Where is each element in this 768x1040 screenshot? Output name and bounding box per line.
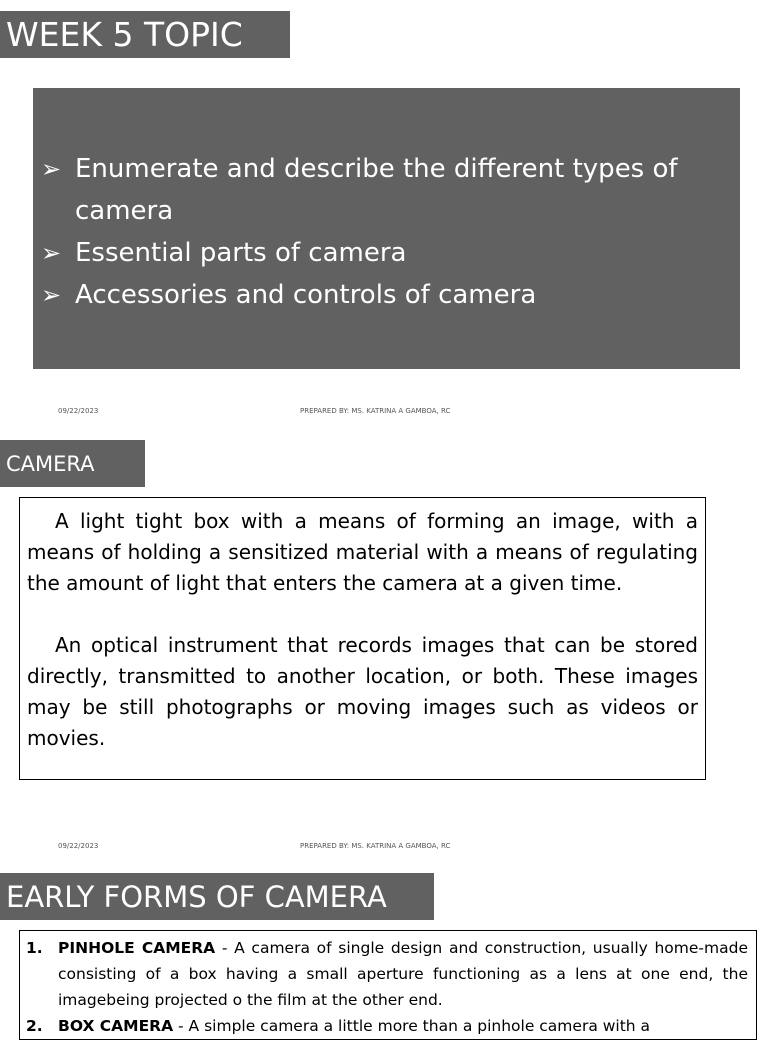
- arrow-bullet-icon: ➢: [41, 239, 62, 267]
- slide1-footer-prepared-by: PREPARED BY: MS. KATRINA A GAMBOA, RC: [300, 407, 451, 415]
- topic-text: Essential parts of camera: [75, 238, 407, 268]
- definition-paragraph: An optical instrument that records images that can be stored directly, transmitted to another location, or both. These images may be still photographs or moving images such as videos or movies.: [27, 633, 698, 750]
- definition-paragraph: A light tight box with a means of forming an image, with a means of holding a sensitized material with a means of regulating the amount of light that enters the camera at a given time.: [27, 509, 698, 595]
- topic-item: [41, 274, 730, 316]
- slide3-title: EARLY FORMS OF CAMERA: [0, 873, 434, 920]
- arrow-bullet-icon: ➢: [41, 281, 62, 309]
- topics-panel: [33, 88, 740, 369]
- topics-list: [41, 148, 730, 316]
- item-term: PINHOLE CAMERA: [58, 939, 216, 957]
- slide2-footer-prepared-by: PREPARED BY: MS. KATRINA A GAMBOA, RC: [300, 842, 451, 850]
- early-forms-list: [26, 935, 748, 1039]
- topic-item: [41, 148, 730, 232]
- topic-item: [41, 232, 730, 274]
- topic-text: Accessories and controls of camera: [75, 280, 537, 310]
- item-term: BOX CAMERA: [58, 1017, 174, 1035]
- slide1-title: WEEK 5 TOPIC: [0, 11, 290, 58]
- arrow-bullet-icon: ➢: [41, 155, 62, 183]
- topic-text: Enumerate and describe the different types of camera: [75, 154, 678, 226]
- slide2-footer-date: 09/22/2023: [58, 842, 99, 850]
- list-item: [26, 1013, 748, 1039]
- slide2-title: CAMERA: [0, 440, 145, 487]
- camera-definition-box: [19, 497, 706, 780]
- slide1-footer-date: 09/22/2023: [58, 407, 99, 415]
- list-item: [26, 935, 748, 1013]
- item-number: 1.: [26, 939, 43, 957]
- item-description: - A simple camera a little more than a pinhole camera with a: [173, 1017, 651, 1035]
- item-description: - A camera of single design and construction, usually home-made consisting of a box having a small aperture functioning as a lens at one end, the imagebeing projected o the film at the other end.: [58, 939, 748, 1009]
- item-number: 2.: [26, 1017, 43, 1035]
